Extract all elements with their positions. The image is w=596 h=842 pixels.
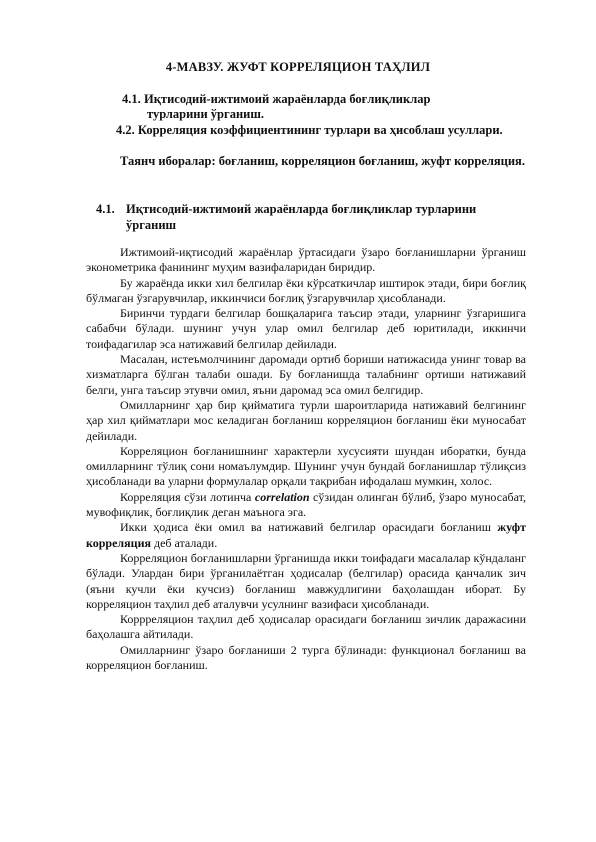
- page-title: 4-МАВЗУ. ЖУФТ КОРРЕЛЯЦИОН ТАҲЛИЛ: [165, 60, 431, 74]
- paragraph-4: Масалан, истеъмолчининг даромади ортиб бориши натижасида унинг товар ва хизматларга бўлган талаби ошади. Бу боғланишда талабнинг ортиши натижавий белги, унга таъсир этувчи омил, яъни даромад эса омил белгидир.: [86, 352, 526, 397]
- paragraph-1: Ижтимоий-иқтисодий жараёнлар ўртасидаги ўзаро боғланишларни ўрганиш эконометрика фанининг муҳим вазифаларидан биридир.: [86, 245, 526, 275]
- toc-item-1-line2: турларини ўрганиш.: [147, 107, 265, 121]
- toc-item-1-line1: [122, 92, 502, 107]
- paragraph-7-text-c: сўзидан олинган бўлиб, ўзаро муносабат, мувофиқлик, боғлиқлик деган маънога эга.: [86, 489, 526, 520]
- paragraph-2: Бу жараёнда икки хил белгилар ёки кўрсаткичлар иштирок этади, бири боғлиқ бўлмаган ўзгарувчилар, иккинчиси боғлиқ ўзгарувчилар ҳисобланади.: [86, 275, 526, 305]
- body-text: [86, 245, 526, 673]
- section-title: Иқтисодий-ижтимоий жараёнларда боғлиқликлар турларини: [126, 202, 477, 216]
- paragraph-10: Коррреляцион таҳлил деб ҳодисалар орасидаги боғланиш зичлик даражасини баҳолашга айтилади.: [86, 612, 526, 642]
- section-heading-line2: ўрганиш: [126, 217, 177, 232]
- section-heading: [96, 202, 536, 233]
- paragraph-7: [86, 490, 526, 521]
- section-number: 4.1.: [96, 202, 115, 216]
- paragraph-8-text-a: Икки ҳодиса ёки омил ва натижавий белгилар орасидаги боғланиш: [120, 520, 498, 535]
- paragraph-3: Биринчи турдаги белгилар бошқаларига таъсир этади, уларнинг ўзгаришига сабабчи бўлади. шунинг учун улар омил белгилар деб юритилади, иккинчи тоифадагилар эса натижавий белгилар дейилади.: [86, 306, 526, 351]
- toc-item-1-number: 4.1.: [122, 92, 141, 106]
- toc-item-2: 4.2. Корреляция коэффициентининг турлари ва ҳисоблаш усуллари.: [116, 123, 503, 137]
- toc-item-1-text: Иқтисодий-ижтимоий жараёнларда боғлиқликлар: [144, 92, 431, 106]
- paragraph-7-text-a: Корреляция сўзи лотинча: [120, 489, 255, 504]
- paragraph-6: Корреляцион боғланишнинг характерли хусусияти шундан иборатки, бунда омилларнинг тўлиқ сони номаълумдир. Шунинг учун бундай боғланишлар тўлиқсиз ҳисобланади ва уларни формулалар орқали тақрибан ифодалаш мумкин, холос.: [86, 443, 526, 489]
- section-heading-line1: [96, 202, 536, 218]
- term-pair-correlation: жуфт корреляция: [86, 520, 526, 550]
- paragraph-11: Омилларнинг ўзаро боғланиши 2 турга бўлинади: функционал боғланиш ва корреляцион боғланиш.: [86, 642, 526, 673]
- term-correlation: correlation: [254, 489, 310, 504]
- toc-item-1: [122, 92, 502, 122]
- paragraph-8-text-c: деб аталади.: [150, 535, 218, 550]
- paragraph-9: Корреляцион боғланишларни ўрганишда икки тоифадаги масалалар кўндаланг бўлади. Улардан бири ўрганилаётган ҳодисалар (белгилар) орасида қанчалик зич (яъни кучли ёки кучсиз) боғланиш мавжудлигини баҳолашдан иборат. Бу корреляцион таҳлил деб аталувчи усулнинг вазифаси ҳисобланади.: [86, 550, 526, 611]
- key-phrases: Таянч иборалар: боғланиш, корреляцион боғланиш, жуфт корреляция.: [120, 154, 525, 168]
- paragraph-8: [86, 520, 526, 551]
- paragraph-5: Омилларнинг ҳар бир қийматига турли шароитларида натижавий белгининг ҳар хил қийматлари мос келадиган боғланиш корреляцион боғланиш ёки муносабат дейилади.: [86, 397, 526, 443]
